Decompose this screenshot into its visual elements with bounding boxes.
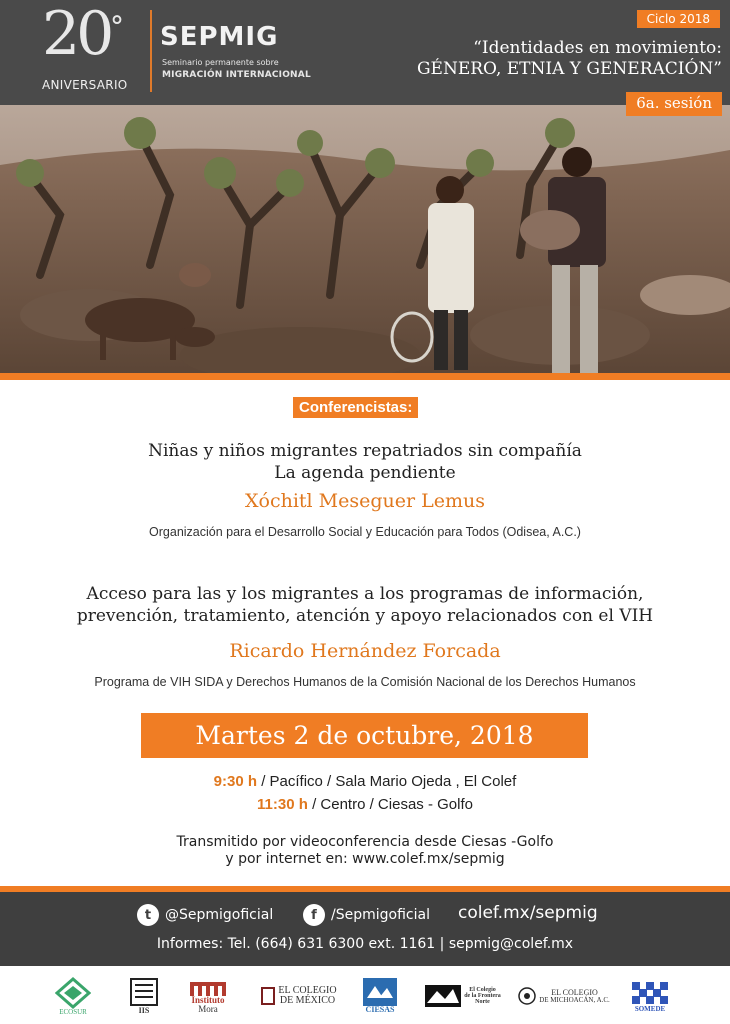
mora-label-line2: Mora — [198, 1004, 218, 1014]
facebook-link[interactable] — [303, 904, 430, 926]
anniversary-label: ANIVERSARIO — [42, 78, 128, 92]
transmission-info — [0, 834, 730, 868]
facebook-handle: /Sepmigoficial — [331, 907, 430, 923]
sponsor-logos — [0, 966, 730, 1024]
cycle-badge: Ciclo 2018 — [637, 10, 720, 28]
sepmig-subtitle-strong: MIGRACIÓN INTERNACIONAL — [162, 70, 311, 80]
sepmig-subtitle: Seminario permanente sobre — [162, 58, 279, 67]
colef-label-line1: El Colegio — [469, 987, 496, 993]
speaker-affiliation-2: Programa de VIH SIDA y Derechos Humanos de la Comisión Nacional de los Derechos Humanos — [94, 675, 636, 689]
mora-label-line1: Instituto — [191, 995, 225, 1005]
anniversary-degree: ° — [110, 10, 124, 43]
ecosur-emblem-icon — [55, 977, 91, 1009]
somede-emblem-icon — [630, 980, 670, 1006]
twitter-icon: t — [137, 904, 159, 926]
colmex-emblem-icon — [261, 987, 275, 1005]
photo-divider — [0, 373, 730, 380]
twitter-handle: @Sepmigoficial — [165, 907, 274, 923]
schedule-pacific — [0, 773, 730, 790]
colmex-logo — [256, 972, 342, 1020]
instituto-mora-logo — [180, 972, 236, 1020]
anniversary-number: 20 — [42, 0, 111, 69]
colef-logo — [420, 972, 506, 1020]
colmich-emblem-icon — [518, 987, 536, 1005]
ciesas-emblem-icon — [363, 978, 397, 1006]
colmich-logo — [512, 972, 616, 1020]
ecosur-label: ECOSUR — [59, 1007, 87, 1016]
colmich-label-line1: EL COLEGIO — [551, 987, 598, 997]
colmich-text — [539, 989, 610, 1004]
speaker-name-2: Ricardo Hernández Forcada — [229, 640, 501, 662]
contact-info: Informes: Tel. (664) 631 6300 ext. 1161 | sepmig@colef.mx — [156, 936, 574, 952]
talk-title-2-line2: prevención, tratamiento, atención y apoyo relacionados con el VIH — [76, 606, 654, 626]
talk-title-1-line2: La agenda pendiente — [274, 463, 456, 483]
speaker-name-1: Xóchitl Meseguer Lemus — [245, 490, 485, 512]
facebook-icon: f — [303, 904, 325, 926]
colef-text — [464, 987, 501, 1005]
talk-title-1 — [0, 440, 730, 484]
sepmig-logo: SEPMIG — [160, 22, 279, 52]
colmex-label-line1: EL COLEGIO — [278, 985, 337, 996]
somede-label: SOMEDE — [634, 1004, 666, 1013]
unam-crest-icon — [129, 977, 159, 1007]
colmich-label-line2: DE MICHOACÁN, A.C. — [539, 995, 610, 1004]
ciesas-logo — [360, 972, 400, 1020]
talk-title-2-line1: Acceso para las y los migrantes a los programas de información, — [86, 584, 644, 604]
event-title — [382, 38, 722, 80]
schedule-pacific-details: / Pacífico / Sala Mario Ojeda , El Colef — [257, 773, 517, 790]
unam-iis-label: IIS — [138, 1006, 150, 1015]
schedule-pacific-hour: 9:30 h — [213, 773, 258, 790]
event-title-line2: GÉNERO, ETNIA Y GENERACIÓN” — [416, 59, 722, 79]
colmex-text — [278, 986, 336, 1006]
schedule-center-details: / Centro / Ciesas - Golfo — [307, 796, 473, 813]
colef-label-line3: Norte — [475, 999, 490, 1005]
website-link[interactable]: colef.mx/sepmig — [458, 903, 598, 923]
footer-bar — [0, 892, 730, 966]
talk-title-2 — [0, 583, 730, 627]
speaker-affiliation-1: Organización para el Desarrollo Social y Educación para Todos (Odisea, A.C.) — [149, 525, 581, 539]
schedule-center-hour: 11:30 h — [257, 796, 308, 813]
header-divider — [150, 10, 152, 92]
colef-label-line2: de la Frontera — [464, 993, 501, 999]
twitter-link[interactable] — [137, 904, 273, 926]
talk-title-1-line1: Niñas y niños migrantes repatriados sin compañía — [148, 441, 582, 461]
event-date-banner: Martes 2 de octubre, 2018 — [141, 713, 588, 758]
schedule-center — [0, 796, 730, 813]
ecosur-logo — [50, 972, 96, 1020]
session-badge: 6a. sesión — [626, 92, 722, 116]
anniversary-logo — [38, 0, 138, 98]
mora-building-icon — [188, 978, 228, 996]
transmission-url-line[interactable]: y por internet en: www.colef.mx/sepmig — [225, 851, 505, 867]
speakers-label: Conferencistas: — [293, 397, 418, 418]
header-bar — [0, 0, 730, 105]
somede-logo — [624, 972, 676, 1020]
unam-iis-logo — [124, 972, 164, 1020]
colef-emblem-icon — [425, 985, 461, 1007]
transmission-line1: Transmitido por videoconferencia desde Ciesas -Golfo — [176, 834, 554, 850]
hero-photo-illustration — [0, 105, 730, 375]
ciesas-label: CIESAS — [365, 1005, 395, 1014]
event-title-line1: “Identidades en movimiento: — [473, 38, 722, 58]
hero-photo — [0, 105, 730, 375]
colmex-label-line2: DE MÉXICO — [279, 995, 336, 1006]
